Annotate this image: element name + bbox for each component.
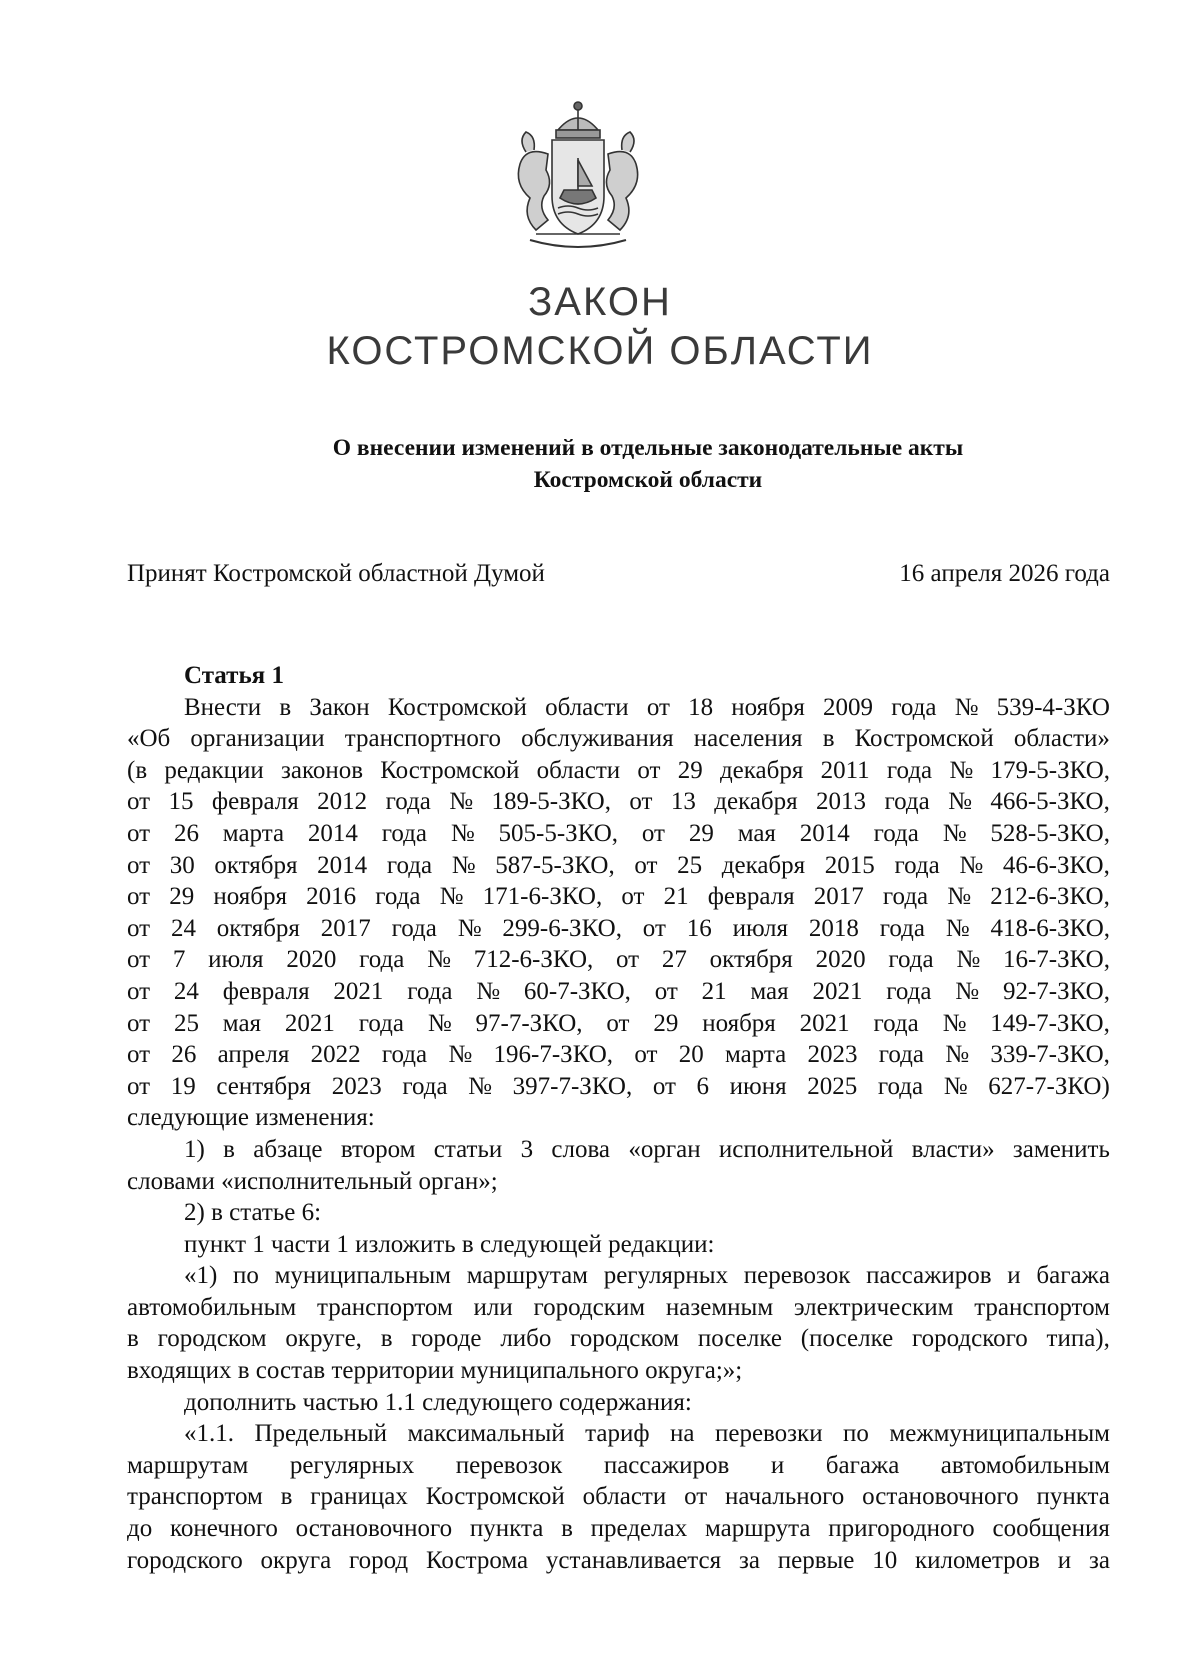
adopted-date: 16 апреля 2026 года (899, 560, 1110, 587)
text-line: словами «исполнительный орган»; (127, 1167, 498, 1195)
text-line: входящих в состав территории муниципального округа;»; (127, 1357, 743, 1385)
adoption-line (127, 560, 1110, 588)
text-line: автомобильным транспортом или городским наземным электрическим транспортом (127, 1293, 1110, 1321)
adopted-by: Принят Костромской областной Думой (127, 560, 545, 587)
text-line: «Об организации транспортного обслуживания населения в Костромской области» (127, 725, 1110, 753)
text-line: 2) в статье 6: (184, 1199, 322, 1227)
text-line: от 24 февраля 2021 года № 60-7-ЗКО, от 21 мая 2021 года № 92-7-ЗКО, (127, 977, 1110, 1005)
text-line: (в редакции законов Костромской области от 29 декабря 2011 года № 179-5-ЗКО, (127, 756, 1110, 784)
law-title-line2: КОСТРОМСКОЙ ОБЛАСТИ (326, 329, 874, 373)
text-line: от 25 мая 2021 года № 97-7-ЗКО, от 29 ноября 2021 года № 149-7-ЗКО, (127, 1009, 1110, 1037)
text-line: от 29 ноября 2016 года № 171-6-ЗКО, от 21 февраля 2017 года № 212-6-ЗКО, (127, 883, 1110, 911)
article-heading: Статья 1 (184, 662, 284, 689)
text-line: от 24 октября 2017 года № 299-6-ЗКО, от 16 июля 2018 года № 418-6-ЗКО, (127, 914, 1110, 942)
text-line: от 26 марта 2014 года № 505-5-ЗКО, от 29 мая 2014 года № 528-5-ЗКО, (127, 819, 1110, 847)
text-line: от 30 октября 2014 года № 587-5-ЗКО, от 25 декабря 2015 года № 46-6-ЗКО, (127, 851, 1110, 879)
text-line: «1.1. Предельный максимальный тариф на перевозки по межмуниципальным (184, 1420, 1110, 1448)
text-line: от 26 апреля 2022 года № 196-7-ЗКО, от 20 марта 2023 года № 339-7-ЗКО, (127, 1041, 1110, 1069)
text-line: 1) в абзаце втором статьи 3 слова «орган исполнительной власти» заменить (184, 1135, 1110, 1163)
text-line: от 7 июля 2020 года № 712-6-ЗКО, от 27 октября 2020 года № 16-7-ЗКО, (127, 946, 1110, 974)
text-line: дополнить частью 1.1 следующего содержания: (184, 1388, 692, 1416)
text-line: пункт 1 части 1 изложить в следующей редакции: (184, 1230, 715, 1258)
text-line: Внести в Закон Костромской области от 18 ноября 2009 года № 539-4-ЗКО (184, 693, 1110, 721)
text-line: маршрутам регулярных перевозок пассажиров и багажа автомобильным (127, 1451, 1110, 1479)
law-title-line1: ЗАКОН (528, 280, 672, 324)
text-line: до конечного остановочного пункта в пределах маршрута пригородного сообщения (127, 1515, 1110, 1543)
text-line: от 15 февраля 2012 года № 189-5-ЗКО, от 13 декабря 2013 года № 466-5-ЗКО, (127, 788, 1110, 816)
text-line: следующие изменения: (127, 1104, 375, 1132)
text-line: транспортом в границах Костромской области от начального остановочного пункта (127, 1483, 1110, 1511)
article-body (127, 660, 1110, 1576)
text-line: от 19 сентября 2023 года № 397-7-ЗКО, от 6 июня 2025 года № 627-7-ЗКО) (127, 1072, 1110, 1100)
coat-of-arms-icon (496, 100, 660, 258)
subject-title-line1: О внесении изменений в отдельные законодательные акты (332, 435, 964, 461)
text-line: в городском округе, в городе либо городском поселке (поселке городского типа), (127, 1325, 1110, 1353)
subject-title-line2: Костромской области (533, 467, 763, 493)
text-line: городского округа город Кострома устанавливается за первые 10 километров и за (127, 1546, 1110, 1574)
text-line: «1) по муниципальным маршрутам регулярных перевозок пассажиров и багажа (184, 1262, 1110, 1290)
